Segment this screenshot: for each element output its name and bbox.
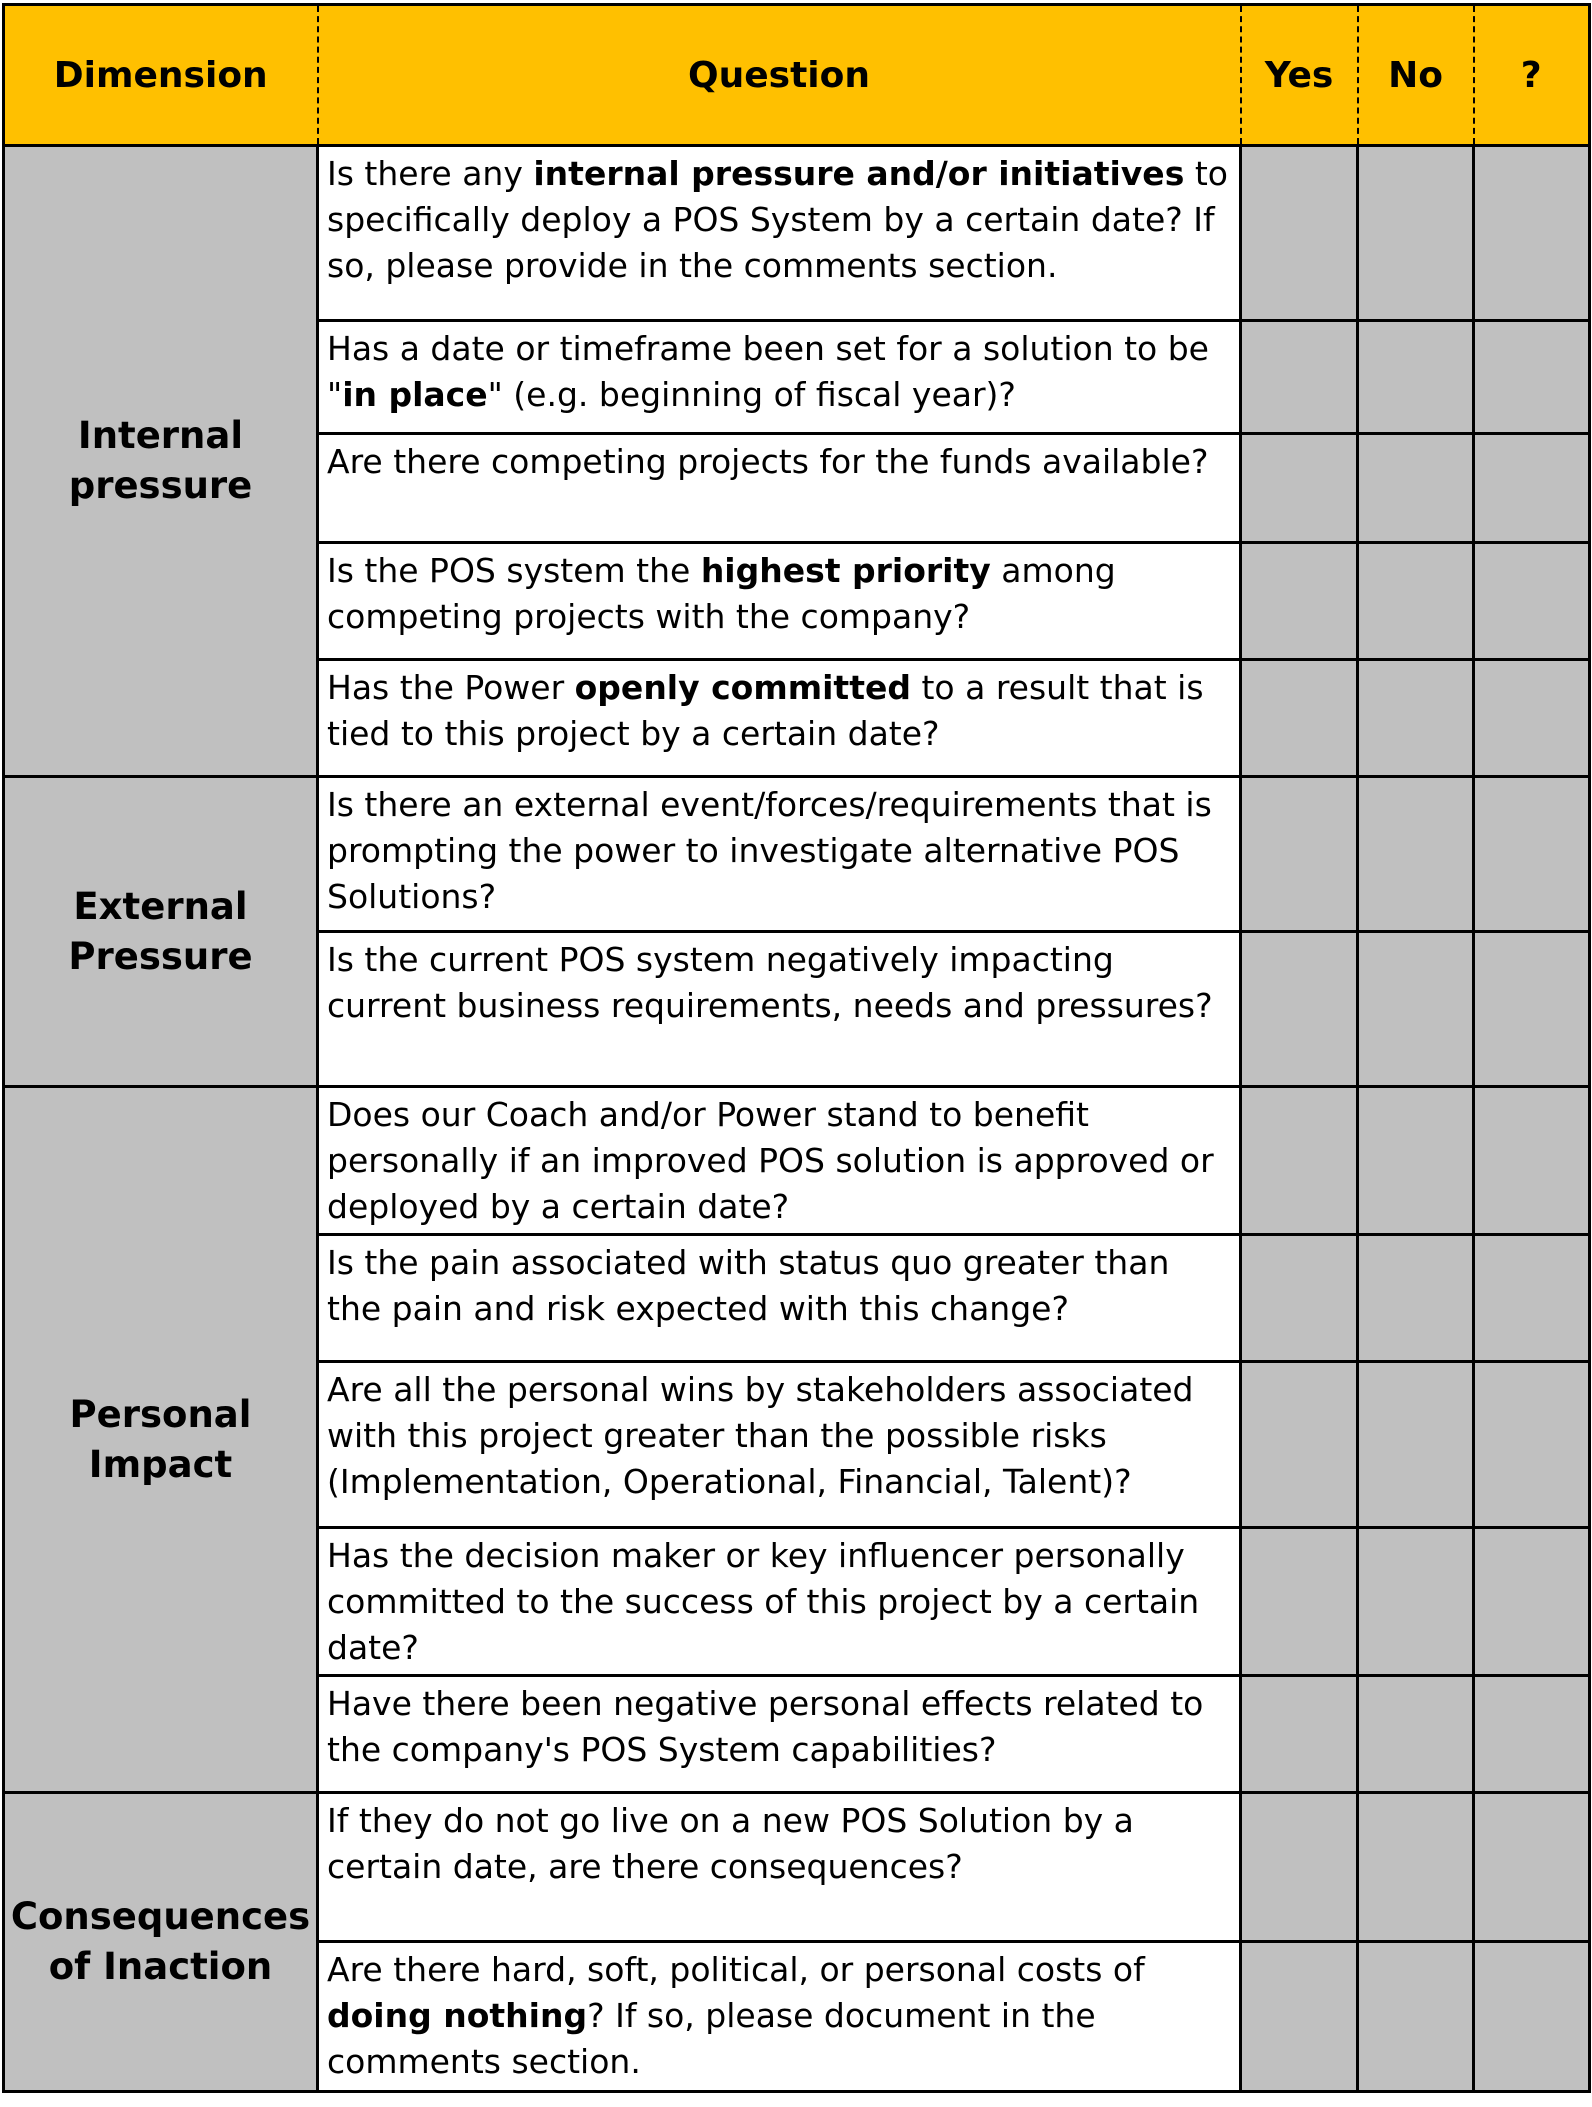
- no-answer-cell[interactable]: [1358, 1235, 1474, 1362]
- question-text: to specifically deploy a POS System by a certain date? If so, please provide in the comments section.: [327, 154, 1228, 285]
- yes-answer-cell[interactable]: [1241, 932, 1358, 1087]
- header-row: [4, 5, 1590, 146]
- yes-answer-cell[interactable]: [1241, 543, 1358, 660]
- question-cell: [318, 146, 1241, 321]
- question-text: Are all the personal wins by stakeholders associated with this project greater than the possible risks (Implementation, Operational, Financial, Talent)?: [327, 1370, 1194, 1501]
- no-answer-cell[interactable]: [1358, 932, 1474, 1087]
- no-answer-cell[interactable]: [1358, 1942, 1474, 2092]
- question-cell: [318, 543, 1241, 660]
- question-text: Is there any: [327, 154, 534, 193]
- question-text: Is the pain associated with status quo greater than the pain and risk expected with this change?: [327, 1243, 1170, 1328]
- table-row: [4, 146, 1590, 321]
- question-text: Has a date or timeframe been set for a solution to be ": [327, 329, 1209, 414]
- question-text: ? If so, please document in the comments section.: [327, 1996, 1096, 2081]
- yes-answer-cell[interactable]: [1241, 1676, 1358, 1793]
- yes-answer-cell[interactable]: [1241, 1942, 1358, 2092]
- yes-answer-cell[interactable]: [1241, 321, 1358, 434]
- no-answer-cell[interactable]: [1358, 1676, 1474, 1793]
- no-answer-cell[interactable]: [1358, 660, 1474, 777]
- dimension-cell: Internal pressure: [4, 146, 318, 777]
- question-rows: [4, 146, 1590, 2092]
- question-text: Is the POS system the: [327, 551, 701, 590]
- question-emphasis: doing nothing: [327, 1996, 588, 2035]
- unknown-header: ?: [1474, 5, 1590, 146]
- question-cell: [318, 1676, 1241, 1793]
- table-row: [4, 1087, 1590, 1235]
- unknown-answer-cell[interactable]: [1474, 1362, 1590, 1528]
- question-cell: [318, 660, 1241, 777]
- unknown-answer-cell[interactable]: [1474, 660, 1590, 777]
- dimension-header: Dimension: [4, 5, 318, 146]
- unknown-answer-cell[interactable]: [1474, 1942, 1590, 2092]
- yes-header: Yes: [1241, 5, 1358, 146]
- dimension-cell: Consequences of Inaction: [4, 1793, 318, 2092]
- question-text: Has the decision maker or key influencer personally committed to the success of this project by a certain date?: [327, 1536, 1200, 1667]
- question-text: Does our Coach and/or Power stand to benefit personally if an improved POS solution is approved or deployed by a certain date?: [327, 1095, 1214, 1226]
- unknown-answer-cell[interactable]: [1474, 146, 1590, 321]
- unknown-answer-cell[interactable]: [1474, 1676, 1590, 1793]
- no-answer-cell[interactable]: [1358, 1528, 1474, 1676]
- question-emphasis: highest priority: [700, 551, 991, 590]
- question-cell: [318, 1235, 1241, 1362]
- question-emphasis: in place: [342, 375, 488, 414]
- question-text: Has the Power: [327, 668, 575, 707]
- question-header: Question: [318, 5, 1241, 146]
- yes-answer-cell[interactable]: [1241, 146, 1358, 321]
- question-text: Is there an external event/forces/requirements that is prompting the power to investigate alternative POS Solutions?: [327, 785, 1212, 916]
- question-text: Is the current POS system negatively impacting current business requirements, needs and pressures?: [327, 940, 1213, 1025]
- yes-answer-cell[interactable]: [1241, 777, 1358, 932]
- yes-answer-cell[interactable]: [1241, 660, 1358, 777]
- question-text: If they do not go live on a new POS Solution by a certain date, are there consequences?: [327, 1801, 1134, 1886]
- unknown-answer-cell[interactable]: [1474, 321, 1590, 434]
- no-header: No: [1358, 5, 1474, 146]
- no-answer-cell[interactable]: [1358, 321, 1474, 434]
- question-cell: [318, 434, 1241, 543]
- question-cell: [318, 932, 1241, 1087]
- yes-answer-cell[interactable]: [1241, 1528, 1358, 1676]
- unknown-answer-cell[interactable]: [1474, 434, 1590, 543]
- no-answer-cell[interactable]: [1358, 434, 1474, 543]
- question-cell: [318, 1362, 1241, 1528]
- dimension-cell: External Pressure: [4, 777, 318, 1087]
- unknown-answer-cell[interactable]: [1474, 1528, 1590, 1676]
- table-row: [4, 777, 1590, 932]
- unknown-answer-cell[interactable]: [1474, 1793, 1590, 1942]
- question-cell: [318, 777, 1241, 932]
- question-cell: [318, 321, 1241, 434]
- no-answer-cell[interactable]: [1358, 777, 1474, 932]
- table-row: [4, 1793, 1590, 1942]
- yes-answer-cell[interactable]: [1241, 434, 1358, 543]
- question-text: " (e.g. beginning of fiscal year)?: [487, 375, 1016, 414]
- unknown-answer-cell[interactable]: [1474, 777, 1590, 932]
- qualification-table: [2, 3, 1591, 2093]
- question-cell: [318, 1793, 1241, 1942]
- question-text: Have there been negative personal effects related to the company's POS System capabilities?: [327, 1684, 1204, 1769]
- yes-answer-cell[interactable]: [1241, 1793, 1358, 1942]
- question-emphasis: openly committed: [574, 668, 911, 707]
- question-text: to a result that is tied to this project by a certain date?: [327, 668, 1204, 753]
- no-answer-cell[interactable]: [1358, 1087, 1474, 1235]
- yes-answer-cell[interactable]: [1241, 1362, 1358, 1528]
- yes-answer-cell[interactable]: [1241, 1235, 1358, 1362]
- no-answer-cell[interactable]: [1358, 146, 1474, 321]
- question-text: Are there hard, soft, political, or personal costs of: [327, 1950, 1145, 1989]
- question-cell: [318, 1942, 1241, 2092]
- question-text: among competing projects with the company?: [327, 551, 1116, 636]
- no-answer-cell[interactable]: [1358, 1362, 1474, 1528]
- question-cell: [318, 1087, 1241, 1235]
- unknown-answer-cell[interactable]: [1474, 932, 1590, 1087]
- unknown-answer-cell[interactable]: [1474, 1087, 1590, 1235]
- no-answer-cell[interactable]: [1358, 1793, 1474, 1942]
- unknown-answer-cell[interactable]: [1474, 543, 1590, 660]
- unknown-answer-cell[interactable]: [1474, 1235, 1590, 1362]
- question-cell: [318, 1528, 1241, 1676]
- yes-answer-cell[interactable]: [1241, 1087, 1358, 1235]
- dimension-cell: Personal Impact: [4, 1087, 318, 1793]
- question-text: Are there competing projects for the funds available?: [327, 442, 1209, 481]
- question-emphasis: internal pressure and/or initiatives: [533, 154, 1185, 193]
- no-answer-cell[interactable]: [1358, 543, 1474, 660]
